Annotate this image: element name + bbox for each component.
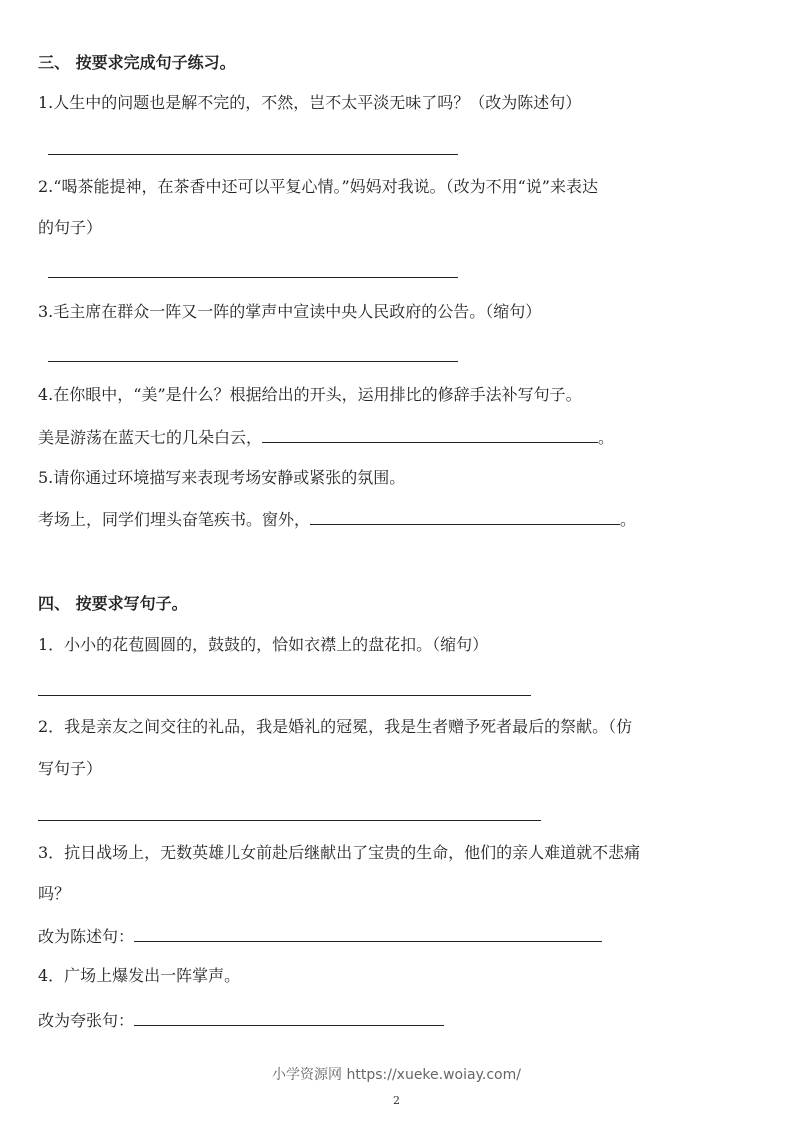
fill-prefix: 改为陈述句： [38, 927, 135, 946]
answer-line[interactable] [48, 277, 458, 278]
s4-question-2-cont: 写句子） [38, 759, 103, 778]
s4-question-1: 1．小小的花苞圆圆的，鼓鼓的，恰如衣襟上的盘花扣。（缩句） [38, 635, 489, 654]
page-number: 2 [393, 1094, 400, 1107]
fill-prefix: 考场上，同学们埋头奋笔疾书。窗外， [38, 510, 311, 529]
answer-line[interactable] [38, 820, 541, 821]
fill-suffix: 。 [620, 510, 637, 529]
s3-question-3: 3.毛主席在群众一阵又一阵的掌声中宣读中央人民政府的公告。（缩句） [38, 302, 542, 321]
watermark: 小学资源网 https://xueke.woiay.com/ [272, 1067, 521, 1083]
s4-question-2: 2．我是亲友之间交往的礼品，我是婚礼的冠冕，我是生者赠予死者最后的祭献。（仿 [38, 717, 633, 736]
s3-question-4-fill [38, 428, 614, 448]
answer-blank[interactable] [134, 1011, 444, 1026]
answer-blank[interactable] [310, 510, 620, 525]
s4-question-3-cont: 吗？ [38, 884, 71, 903]
s4-question-4-fill [38, 1011, 444, 1031]
answer-blank[interactable] [262, 428, 598, 443]
fill-suffix: 。 [598, 428, 615, 447]
answer-line[interactable] [38, 695, 531, 696]
s3-question-4: 4.在你眼中，“美”是什么？根据给出的开头，运用排比的修辞手法补写句子。 [38, 385, 582, 404]
s4-question-3-fill [38, 927, 602, 947]
s4-question-3: 3．抗日战场上，无数英雄儿女前赴后继献出了宝贵的生命，他们的亲人难道就不悲痛 [38, 843, 641, 862]
section3-heading: 三、 按要求完成句子练习。 [38, 53, 236, 72]
fill-prefix: 美是游荡在蓝天七的几朵白云， [38, 428, 263, 447]
answer-line[interactable] [48, 154, 458, 155]
fill-prefix: 改为夸张句： [38, 1011, 135, 1030]
s3-question-5-fill [38, 510, 636, 530]
s3-question-2: 2.“喝茶能提神，在茶香中还可以平复心情。”妈妈对我说。（改为不用“说”来表达 [38, 177, 598, 196]
answer-blank[interactable] [134, 927, 602, 942]
s3-question-1: 1.人生中的问题也是解不完的，不然，岂不太平淡无味了吗？（改为陈述句） [38, 93, 582, 112]
section4-heading: 四、 按要求写句子。 [38, 594, 188, 613]
s3-question-2-cont: 的句子） [38, 218, 103, 237]
s3-question-5: 5.请你通过环境描写来表现考场安静或紧张的氛围。 [38, 468, 406, 487]
answer-line[interactable] [48, 361, 458, 362]
s4-question-4: 4．广场上爆发出一阵掌声。 [38, 966, 241, 985]
